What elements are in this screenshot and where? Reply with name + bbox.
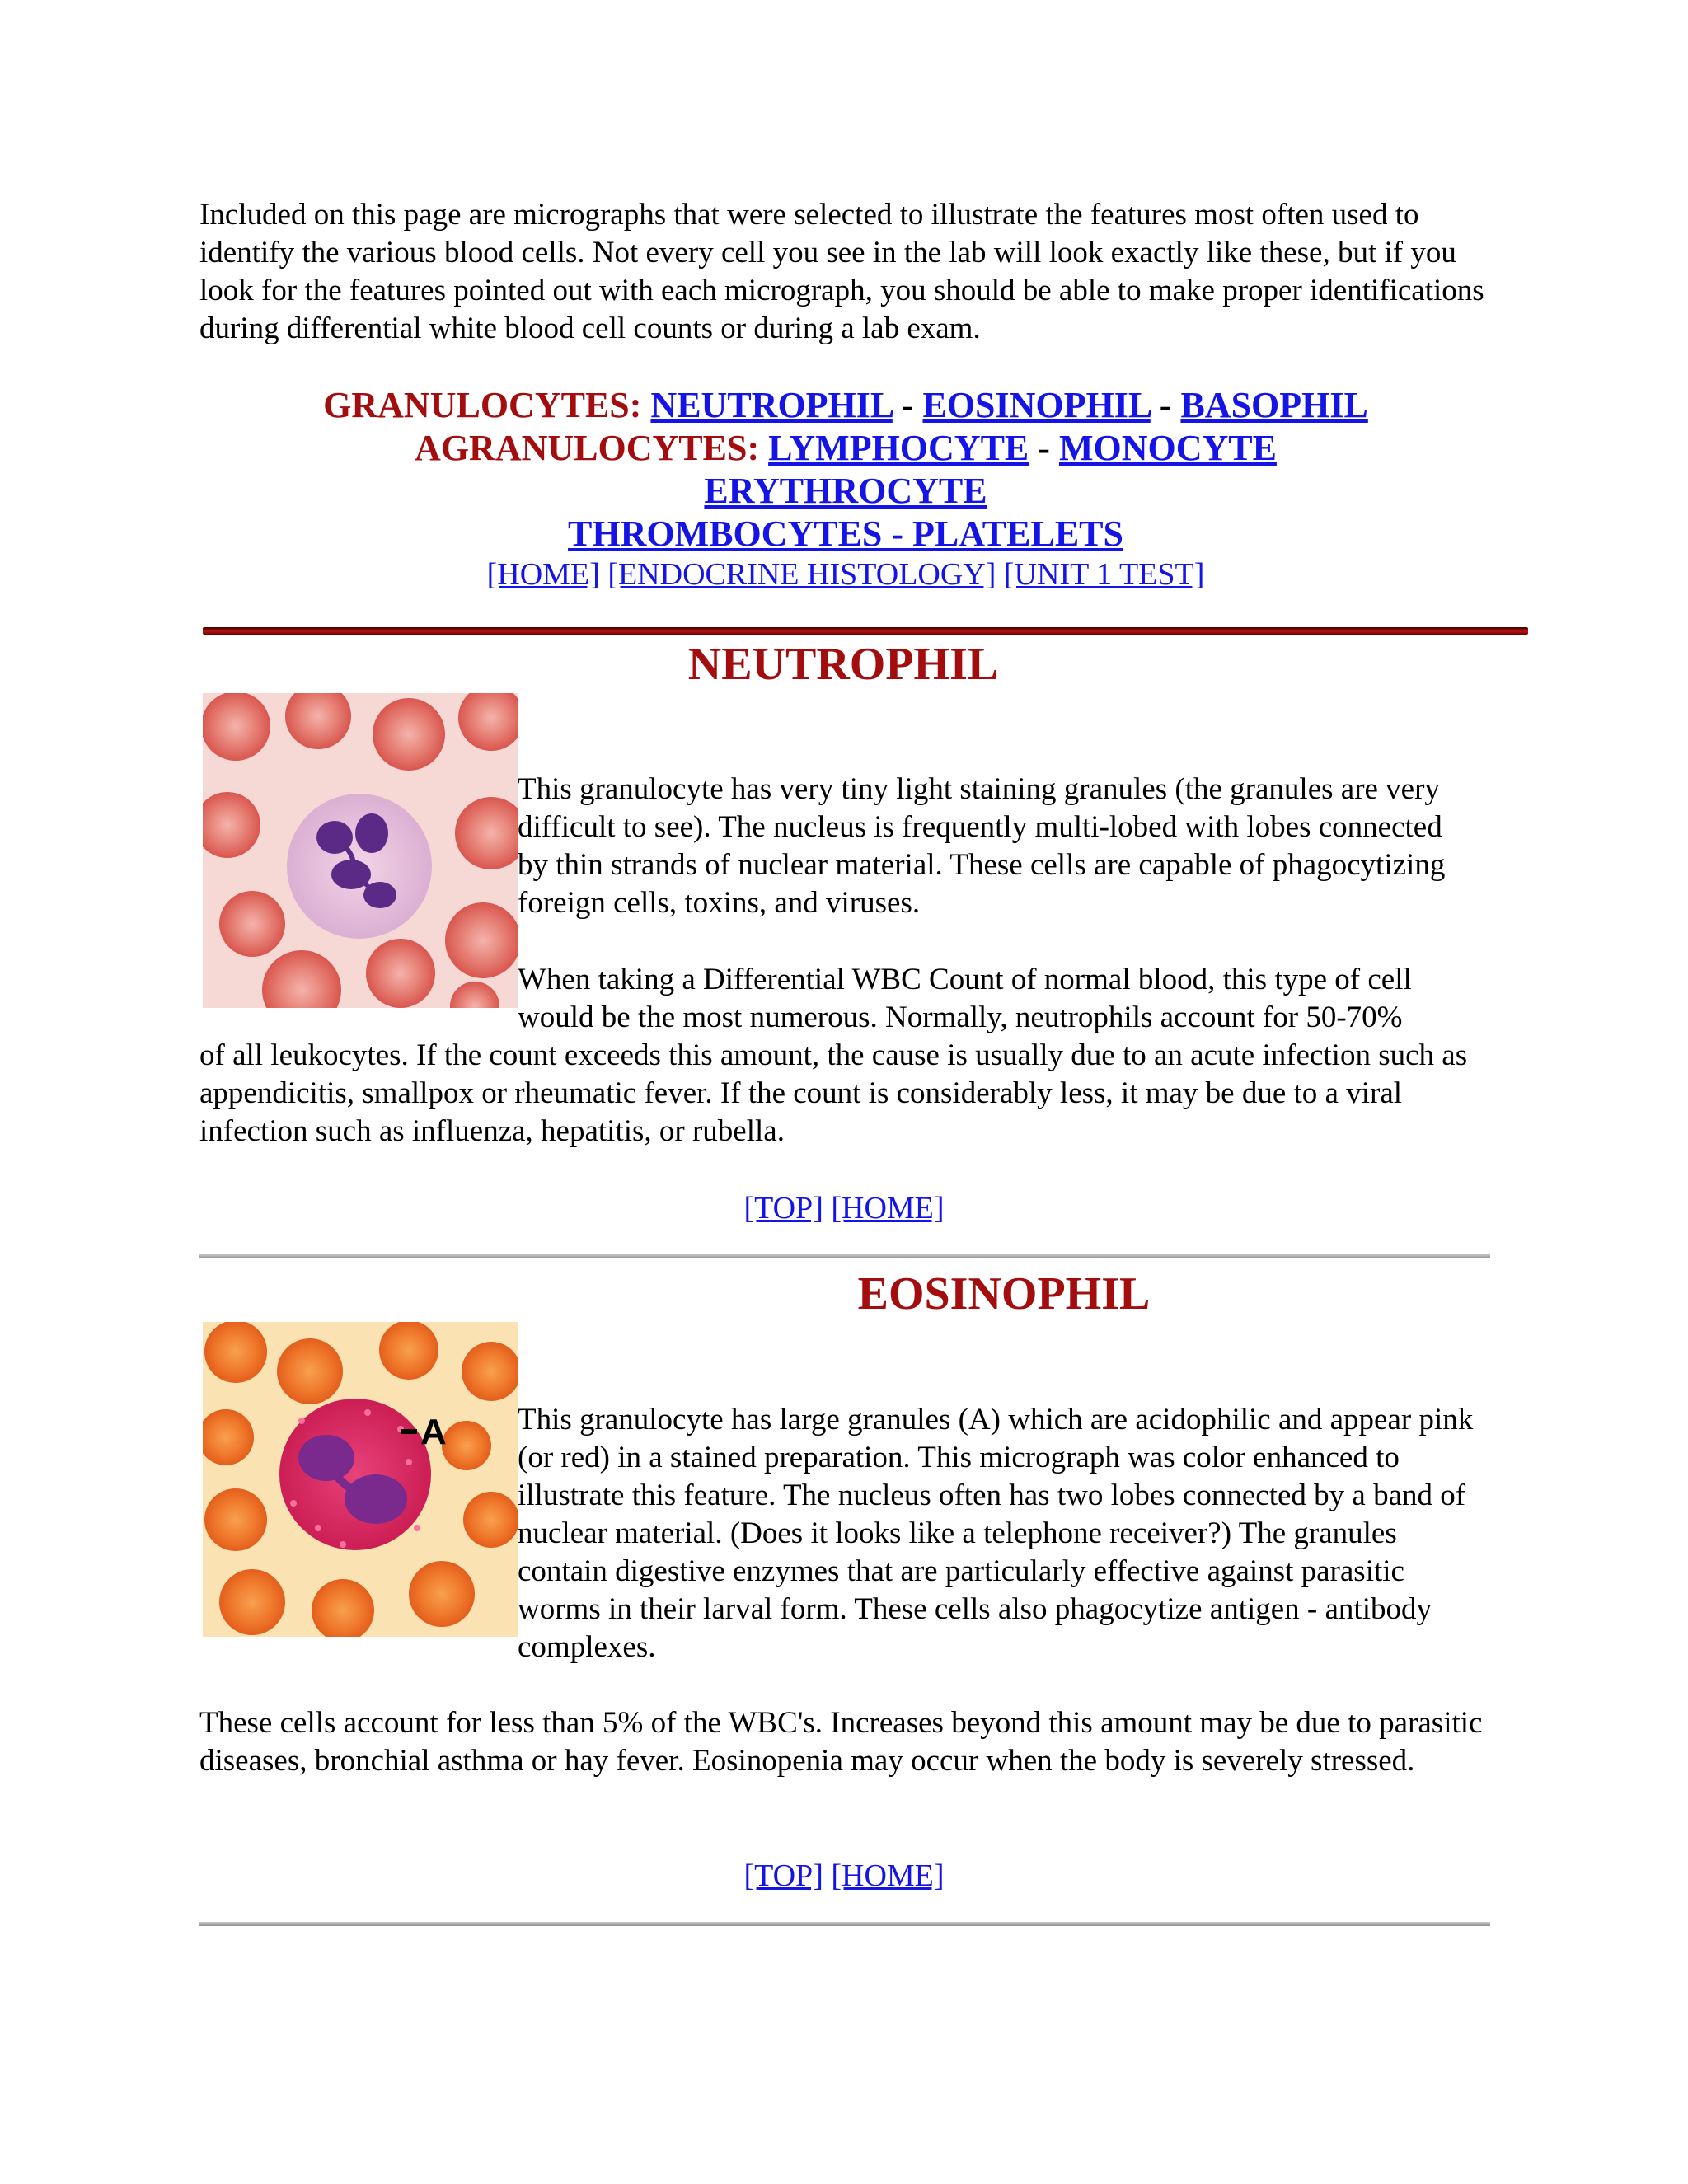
endocrine-histology-link[interactable]: [ENDOCRINE HISTOLOGY]	[607, 557, 996, 592]
neutrophil-link[interactable]: NEUTROPHIL	[650, 385, 893, 425]
horizontal-rule	[199, 1254, 1490, 1258]
eosinophil-heading: EOSINOPHIL	[857, 1268, 1151, 1319]
thrombocytes-link[interactable]: THROMBOCYTES - PLATELETS	[568, 513, 1123, 554]
monocyte-link[interactable]: MONOCYTE	[1058, 428, 1277, 468]
neutrophil-count-line-2: would be the most numerous. Normally, neutrophils account for 50-70%	[518, 1001, 1403, 1034]
granule-label: A	[420, 1412, 447, 1452]
nav-separator: -	[1038, 428, 1050, 468]
section-divider-bar	[203, 627, 1528, 635]
nav-separator: -	[1159, 385, 1172, 425]
neutrophil-count-line-1: When taking a Differential WBC Count of normal blood, this type of cell	[518, 963, 1412, 996]
lymphocyte-link[interactable]: LYMPHOCYTE	[768, 428, 1029, 468]
nav-separator: -	[901, 385, 914, 425]
neutrophil-heading: NEUTROPHIL	[687, 639, 999, 690]
eosinophil-link[interactable]: EOSINOPHIL	[922, 385, 1151, 425]
basophil-link[interactable]: BASOPHIL	[1180, 385, 1368, 425]
top-link[interactable]: [TOP]	[743, 1191, 823, 1226]
agranulocytes-nav-line	[199, 427, 1492, 470]
eosinophil-nav-links	[0, 1857, 1688, 1895]
neutrophil-count-paragraph: of all leukocytes. If the count exceeds this amount, the cause is usually due to an acute infection such as appendicitis, smallpox or rheumatic fever. If the count is considerably less, it may be due to a viral infection such as influenza, hepatitis, or rubella.	[199, 1038, 1468, 1148]
neutrophil-nav-links	[0, 1189, 1688, 1227]
granulocytes-nav-line	[199, 384, 1492, 427]
intro-paragraph: Included on this page are micrographs that were selected to illustrate the features most often used to identify the various blood cells. Not every cell you see in the lab will look exactly like these, but if you look for the features pointed out with each micrograph, you should be able to make proper identifications during differential white blood cell counts or during a lab exam.	[199, 198, 1484, 345]
cell-type-navigation	[199, 384, 1492, 593]
home-link[interactable]: [HOME]	[831, 1191, 945, 1226]
agranulocytes-label: AGRANULOCYTES:	[415, 428, 760, 468]
eosinophil-count-paragraph: These cells account for less than 5% of the WBC's. Increases beyond this amount may be due to parasitic diseases, bronchial asthma or hay fever. Eosinopenia may occur when the body is severely stressed.	[199, 1706, 1483, 1778]
eosinophil-micrograph	[203, 1322, 518, 1637]
home-link[interactable]: [HOME]	[486, 557, 600, 592]
erythrocyte-nav-line	[199, 470, 1492, 513]
site-links	[199, 555, 1492, 593]
top-link[interactable]: [TOP]	[743, 1858, 823, 1893]
erythrocyte-link[interactable]: ERYTHROCYTE	[704, 471, 987, 511]
neutrophil-micrograph	[203, 693, 518, 1008]
horizontal-rule	[199, 1922, 1490, 1926]
neutrophil-description: This granulocyte has very tiny light staining granules (the granules are very difficult to see). The nucleus is frequently multi-lobed with lobes connected by thin strands of nuclear material. These cells are capable of phagocytizing foreign cells, toxins, and viruses.	[518, 772, 1446, 920]
unit-1-test-link[interactable]: [UNIT 1 TEST]	[1003, 557, 1205, 592]
eosinophil-description: This granulocyte has large granules (A) which are acidophilic and appear pink (or red) in a stained preparation. This micrograph was color enhanced to illustrate this feature. The nucleus often has two lobes connected by a band of nuclear material. (Does it looks like a telephone receiver?) The granules contain digestive enzymes that are particularly effective against parasitic worms in their larval form. These cells also phagocytize antigen - antibody complexes.	[518, 1403, 1474, 1664]
thrombocytes-nav-line	[199, 513, 1492, 555]
home-link[interactable]: [HOME]	[831, 1858, 945, 1893]
granulocytes-label: GRANULOCYTES:	[323, 385, 642, 425]
